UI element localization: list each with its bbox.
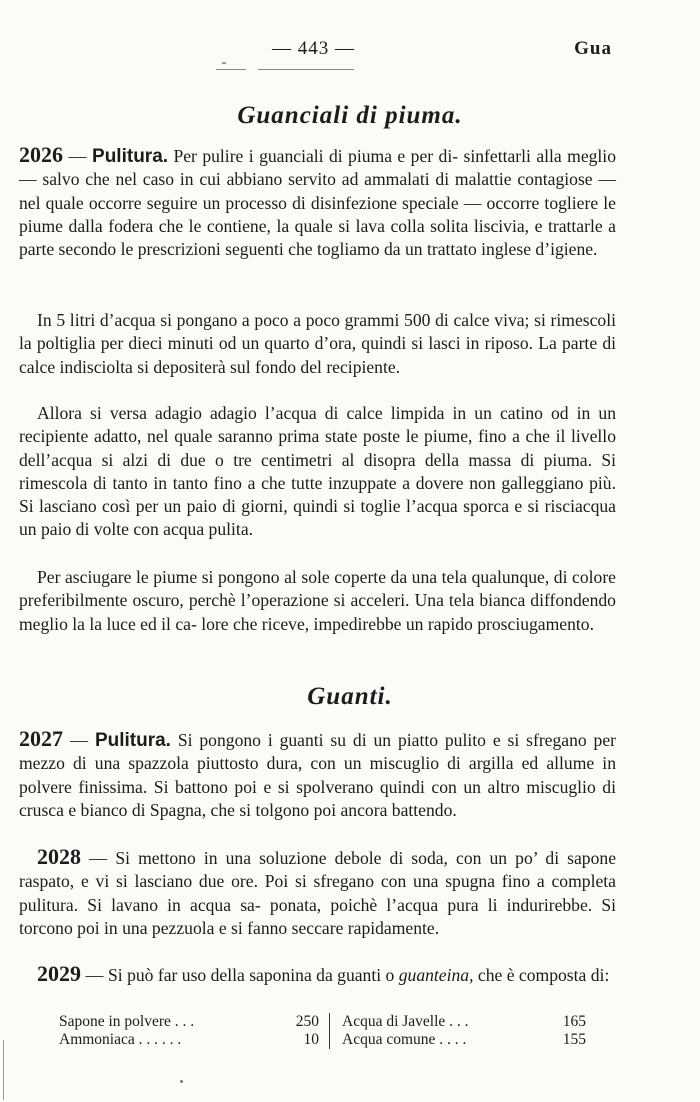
paragraph xyxy=(19,962,616,987)
print-speck xyxy=(222,62,226,64)
table-row xyxy=(59,1013,586,1031)
paragraph-lime xyxy=(19,309,616,379)
ingredient-quantity: 250 xyxy=(295,1013,319,1030)
column-divider xyxy=(330,1031,343,1049)
entry-2028 xyxy=(19,845,616,940)
text-line: sinfettarli alla meglio — salvo che nel caso in cui abbiano servito xyxy=(19,146,616,190)
entry-2029 xyxy=(19,962,616,987)
text-line: da un trattato inglese d’igiene. xyxy=(383,239,598,260)
entry-dash: — xyxy=(63,146,93,166)
text-line: ponata, poichè l’acqua pura li indurirebbe. Si torcono poi in una xyxy=(19,894,617,938)
page-number: — 443 — xyxy=(272,38,355,59)
text-line: tre centimetri al disopra della massa di piuma. Si rimescola di xyxy=(19,449,616,493)
text-line: Per pulire i guanciali di piuma e per di- xyxy=(168,146,459,166)
entry-number: 2028 xyxy=(37,844,81,869)
entry-number: 2026 xyxy=(19,142,63,167)
text-line: calce viva; si rimescoli la poltiglia per dieci minuti od un quarto xyxy=(19,310,617,354)
entry-dash: — xyxy=(63,730,95,750)
text-line: Allora si versa adagio adagio l’acqua di calce limpida in un xyxy=(37,403,492,423)
column-divider xyxy=(330,1013,343,1031)
text-line: In 5 litri d’acqua si pongano a poco a poco grammi 500 di xyxy=(37,310,449,330)
ingredient-quantity: 165 xyxy=(562,1013,586,1030)
italic-term: guanteina, xyxy=(398,965,474,985)
text-line: Si pongono i guanti su di un piatto pulito xyxy=(170,730,486,750)
text-line: con una spugna fino a completa pulitura. Si lavano in acqua sa- xyxy=(19,871,616,915)
text-line: un processo di disinfezione speciale — occorre togliere le piume xyxy=(19,192,616,236)
entry-number: 2027 xyxy=(19,726,63,751)
entry-keyword: Pulitura. xyxy=(94,730,171,751)
paragraph xyxy=(19,402,616,542)
print-speck xyxy=(180,1080,183,1083)
text-line: lore che riceve, impedirebbe un rapido prosciugamento. xyxy=(201,613,594,634)
ingredient-name: Sapone in polvere . . . xyxy=(59,1013,195,1030)
ingredient-name: Acqua di Javelle . . . xyxy=(342,1013,469,1030)
paragraph xyxy=(19,727,616,822)
paragraph xyxy=(19,309,616,379)
text-line: miscuglio di argilla ed allume in polvere finissima. Si battono xyxy=(19,753,616,797)
text-line: Per asciugare le piume si pongono al sole coperte da una tela xyxy=(37,567,468,587)
text-line: e si sfregano per mezzo di una spazzola piuttosto dura, con un xyxy=(19,730,617,774)
text-line: depositerà sul fondo del recipiente. xyxy=(153,356,401,377)
ingredient-name: Acqua comune . . . . xyxy=(342,1031,467,1048)
text-line: Si può far uso della saponina da guanti o xyxy=(108,965,399,985)
running-head: Gua xyxy=(574,38,612,59)
section-title: Guanciali di piuma. xyxy=(237,102,463,129)
text-line: e trattarle a parte secondo le prescrizioni seguenti che togliamo xyxy=(19,215,616,260)
text-line: poi e si spolverano quindi con un altro miscuglio di crusca e xyxy=(19,776,616,820)
ingredient-quantity: 10 xyxy=(303,1031,319,1048)
text-line: qualunque, di colore preferibilmente oscuro, perchè l’operazione xyxy=(19,567,616,611)
paragraph-drying xyxy=(19,566,616,636)
text-line: bianco di Spagna, che si tolgono poi ancora battendo. xyxy=(80,799,457,820)
text-line: ad ammalati di malattie contagiose — nel quale occorre seguire xyxy=(19,169,616,213)
text-line: Si mettono in una soluzione debole di soda, con un xyxy=(115,848,508,868)
recipe-table xyxy=(59,1013,586,1049)
text-line: catino od in un recipiente adatto, nel quale saranno prima state xyxy=(19,403,617,447)
text-line: che è composta di: xyxy=(477,965,610,985)
text-line: tanto in tanto fino a che tutte inzuppate a dovere non galleggiano xyxy=(112,472,584,493)
paragraph xyxy=(19,845,616,940)
entry-dash: — xyxy=(81,848,116,868)
entry-2026 xyxy=(19,143,616,261)
text-line: più. Si lasciano così per un paio di giorni, quindi si toglie l’acqua xyxy=(19,472,616,517)
section-title: Guanti. xyxy=(307,683,393,710)
table-row xyxy=(59,1031,586,1049)
text-line: dalla fodera che le contiene, la quale si lava colla solita liscivia, xyxy=(68,215,530,236)
text-line: d’ora, quindi si lasci in riposo. La parte di calce indisciolta si xyxy=(19,333,616,377)
text-line: pezzuola e si fanno seccare rapidamente. xyxy=(151,917,440,938)
entry-number: 2029 xyxy=(37,961,81,986)
page-edge-mark xyxy=(3,1040,4,1100)
header-rule xyxy=(258,69,354,70)
header-rule xyxy=(216,69,246,70)
page-header xyxy=(0,38,700,66)
ingredient-quantity: 155 xyxy=(562,1031,586,1048)
entry-keyword: Pulitura. xyxy=(92,146,169,167)
paragraph xyxy=(19,143,616,261)
entry-dash: — xyxy=(81,965,108,985)
paragraph xyxy=(19,566,616,636)
text-line: si acceleri. Una tela bianca diffondendo meglio la la luce ed il ca- xyxy=(19,590,616,634)
text-line: po’ di sapone raspato, e vi si lasciano due ore. Poi si sfregano xyxy=(19,848,617,892)
paragraph-rinse xyxy=(19,402,616,542)
ingredient-name: Ammoniaca . . . . . . xyxy=(59,1031,182,1048)
text-line: poste le piume, fino a che il livello dell’acqua si alzi di due o xyxy=(19,426,616,470)
entry-2027 xyxy=(19,727,616,822)
text-line: sporca e si risciacqua un paio di volte con acqua pulita. xyxy=(19,496,616,540)
